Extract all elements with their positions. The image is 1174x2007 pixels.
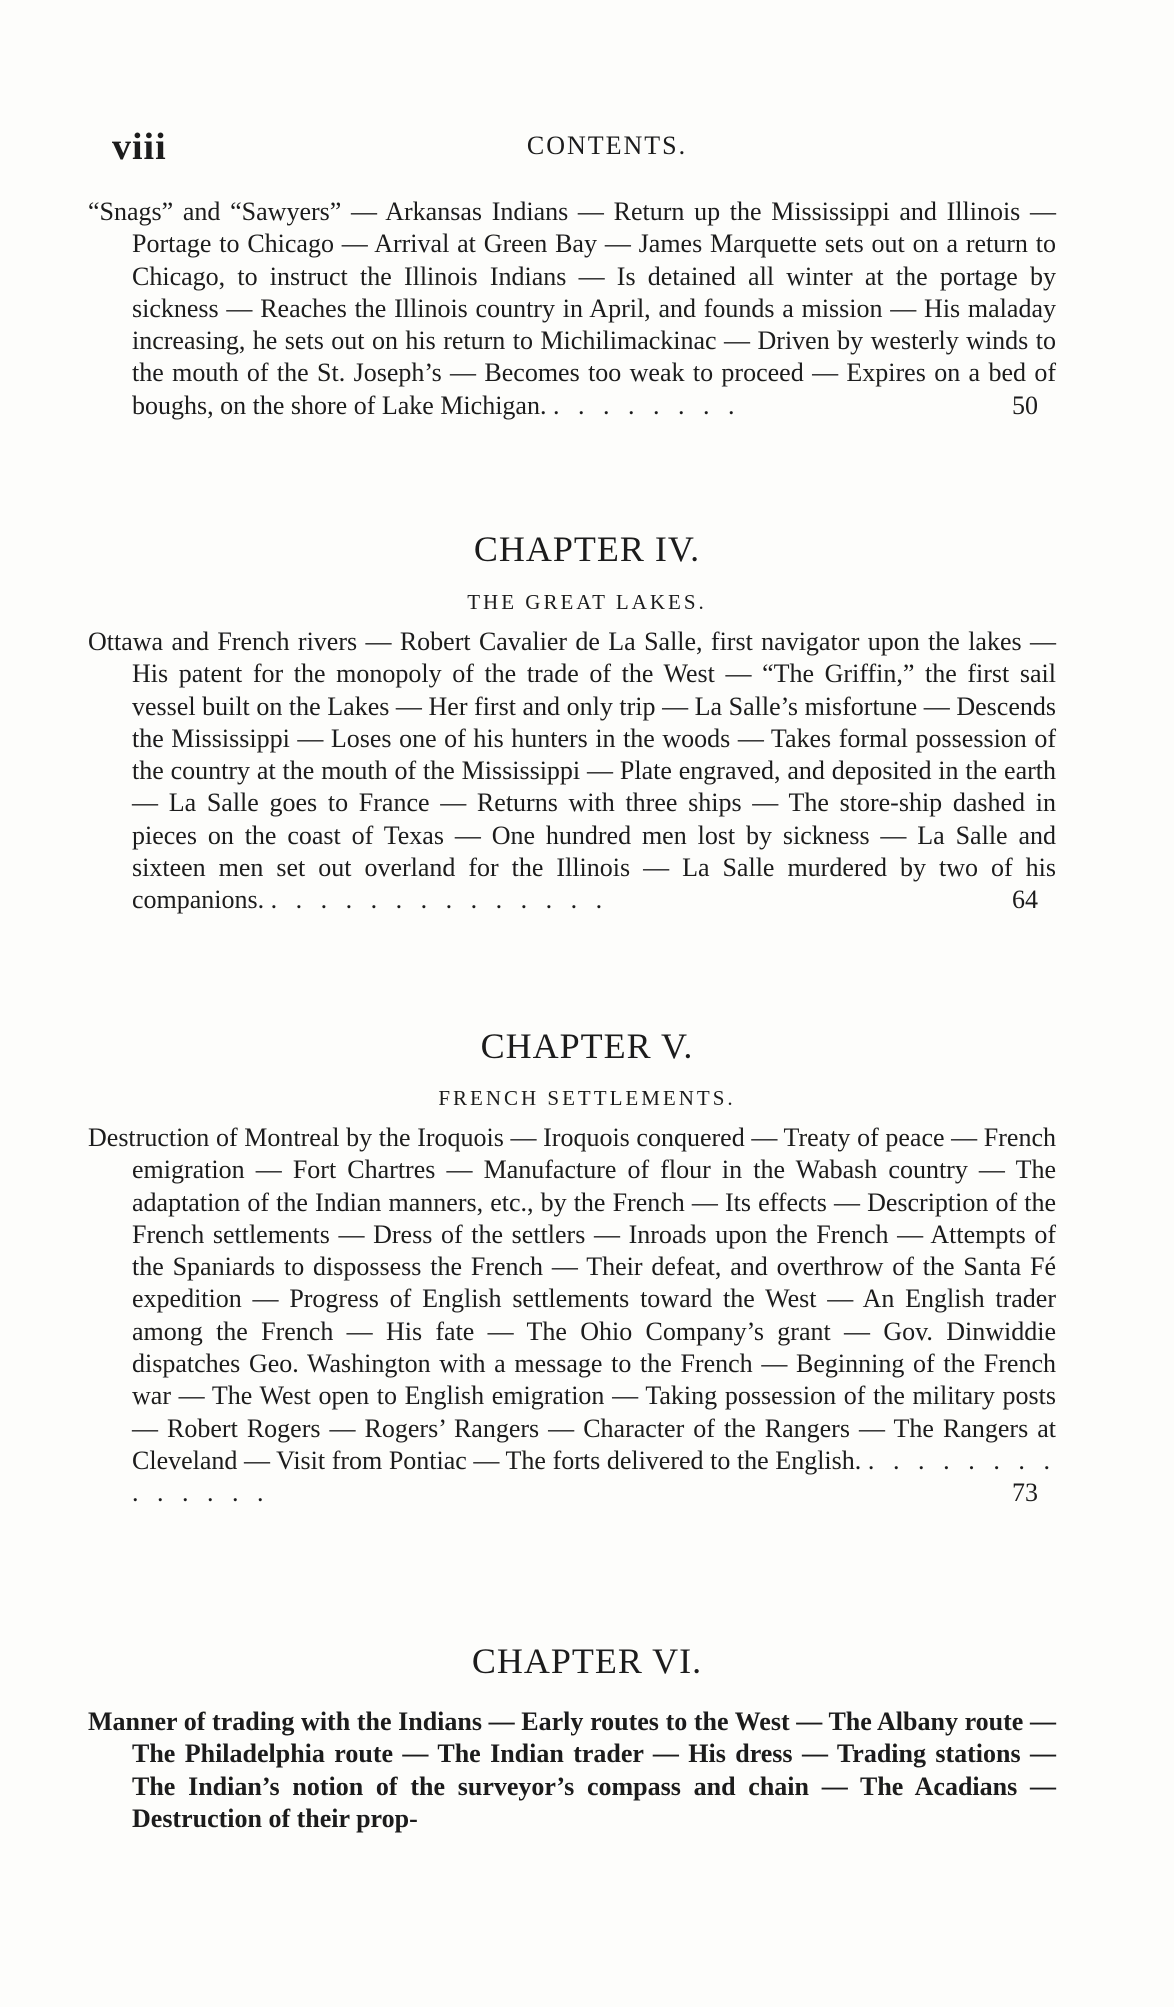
entry-text: Manner of trading with the Indians — Early routes to the West — The Albany route — The Philadelphia route — The Indian trader — His dress — Trading stations — The Indian’s notion of the surveyor’s compass and chain — The Acadians — Destruction of their prop- (88, 1707, 1056, 1833)
contents-entry-chapter-iv: Ottawa and French rivers — Robert Cavalier de La Salle, first navigator upon the lakes — His patent for the monopoly of the trade of the West — “The Griffin,” the first sail vessel built on the Lakes — Her first and only trip — La Salle’s misfortune — Descends the Mississippi — Loses one of his hunters in the woods — Takes formal possession of the country at the mouth of the Mississippi — Plate engraved, and deposited in the earth — La Salle goes to France — Returns with three ships — The store-ship dashed in pieces on the coast of Texas — One hundred men lost by sickness — La Salle and sixteen men set out overland for the Illinois — La Salle murdered by two of his companions. . . . . . . . . . . . . . . 64 (88, 627, 1056, 915)
chapter-subtitle-v: FRENCH SETTLEMENTS. (438, 1086, 736, 1110)
page-header (0, 125, 1174, 175)
leader-dots: . . . . . . . . . . . . . . (132, 1445, 1057, 1508)
entry-text: Destruction of Montreal by the Iroquois — Iroquois conquered — Treaty of peace — French emigration — Fort Chartres — Manufacture of flour in the Wabash country — The adaptation of the Indian manners, etc., by the French — Its effects — Description of the French settlements — Dress of the settlers — Inroads upon the French — Attempts of the Spaniards to dispossess the French — Their defeat, and overthrow of the Santa Fé expedition — Progress of English settlements toward the West — An English trader among the French — His fate — The Ohio Company’s grant — Gov. Dinwiddie dispatches Geo. Washington with a message to the French — Beginning of the French war — The West open to English emigration — Taking possession of the military posts — Robert Rogers — Rogers’ Rangers — Character of the Rangers — The Rangers at Cleveland — Visit from Pontiac — The forts delivered to the English. (88, 1123, 1056, 1475)
chapter-subtitle-iv: THE GREAT LAKES. (467, 590, 707, 614)
chapter-heading-iv: CHAPTER IV. (473, 529, 701, 569)
chapter-heading-vi: CHAPTER VI. (471, 1641, 703, 1681)
chapter-heading-v: CHAPTER V. (480, 1026, 694, 1066)
contents-entry-chapter-v: Destruction of Montreal by the Iroquois — Iroquois conquered — Treaty of peace — French emigration — Fort Chartres — Manufacture of flour in the Wabash country — The adaptation of the Indian manners, etc., by the French — Its effects — Description of the French settlements — Dress of the settlers — Inroads upon the French — Attempts of the Spaniards to dispossess the French — Their defeat, and overthrow of the Santa Fé expedition — Progress of English settlements toward the West — An English trader among the French — His fate — The Ohio Company’s grant — Gov. Dinwiddie dispatches Geo. Washington with a message to the French — Beginning of the French war — The West open to English emigration — Taking possession of the military posts — Robert Rogers — Rogers’ Rangers — Character of the Rangers — The Rangers at Cleveland — Visit from Pontiac — The forts delivered to the English. . . . . . . . . . . . . . . 73 (88, 1123, 1057, 1508)
entry-text: “Snags” and “Sawyers” — Arkansas Indians — Return up the Mississippi and Illinois — Portage to Chicago — Arrival at Green Bay — James Marquette sets out on a return to Chicago, to instruct the Illinois Indians — Is detained all winter at the portage by sickness — Reaches the Illinois country in April, and founds a mission — His maladay increasing, he sets out on his return to Michilimackinac — Driven by westerly winds to the mouth of the St. Joseph’s — Becomes too weak to proceed — Expires on a bed of boughs, on the shore of Lake Michigan. (88, 197, 1056, 420)
entry-text: Ottawa and French rivers — Robert Cavalier de La Salle, first navigator upon the lakes — His patent for the monopoly of the trade of the West — “The Griffin,” the first sail vessel built on the Lakes — Her first and only trip — La Salle’s misfortune — Descends the Mississippi — Loses one of his hunters in the woods — Takes formal possession of the country at the mouth of the Mississippi — Plate engraved, and deposited in the earth — La Salle goes to France — Returns with three ships — The store-ship dashed in pieces on the coast of Texas — One hundred men lost by sickness — La Salle and sixteen men set out overland for the Illinois — La Salle murdered by two of his companions. (88, 627, 1056, 915)
running-head: CONTENTS. (526, 131, 688, 160)
leader-dots: . . . . . . . . . . . . . . (270, 885, 609, 915)
leader-dots: . . . . . . . . (552, 390, 741, 420)
page-number: viii (112, 126, 167, 168)
contents-entry-chapter-iii-continued: “Snags” and “Sawyers” — Arkansas Indians — Return up the Mississippi and Illinois — Portage to Chicago — Arrival at Green Bay — James Marquette sets out on a return to Chicago, to instruct the Illinois Indians — Is detained all winter at the portage by sickness — Reaches the Illinois country in April, and founds a mission — His maladay increasing, he sets out on his return to Michilimackinac — Driven by westerly winds to the mouth of the St. Joseph’s — Becomes too weak to proceed — Expires on a bed of boughs, on the shore of Lake Michigan. . . . . . . . . 50 (88, 197, 1056, 420)
contents-entry-chapter-vi (88, 1706, 1056, 1835)
